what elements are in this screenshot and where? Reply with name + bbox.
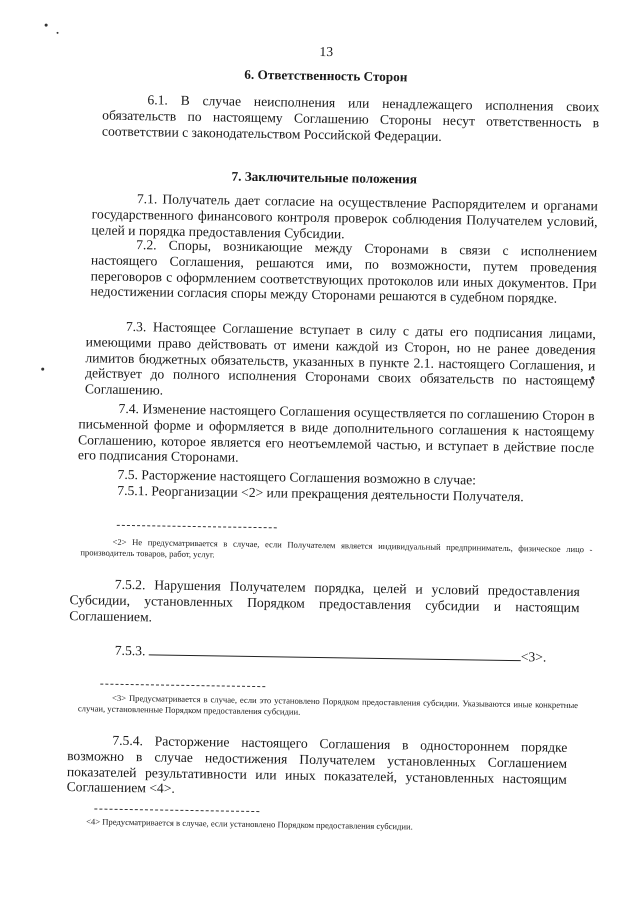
paragraph-7-1: 7.1. Получатель дает согласие на осуществление Распорядителем и органами государственного финансового контроля проверок соблюдения Получателем условий, целей и порядка предоставления Субсидии. <box>91 191 598 241</box>
paragraph-7-3: 7.3. Настоящее Соглашение вступает в силу с даты его подписания лицами, имеющими право действовать от имени каждой из Сторон, но не ранее доведения лимитов бюджетных обязательств, указанных в пункте 2.1. настоящего Соглашения, и действует до полного исполнения Сторонами своих обязательств по настоящему Соглашению. <box>84 318 596 398</box>
paragraph-7-5: 7.5. Расторжение настоящего Соглашения возможно в случае: <box>117 466 477 488</box>
paragraph-6-1: 6.1. В случае неисполнения или ненадлежащего исполнения своих обязательств по настоящему Соглашению Стороны несут ответственность в соответствии с законодательством Российской Федерации. <box>101 92 600 144</box>
footnote-separator <box>94 808 259 812</box>
blank-line <box>149 642 521 661</box>
footnote-3: <3> Предусматривается в случае, если это установлено Порядком предоставления субсидии. Указываются иные конкретные случаи, установленные Порядком предоставления субсидии. <box>77 692 579 717</box>
paragraph-7-5-3 <box>115 642 595 666</box>
footnote-2: <2> Не предусматривается в случае, если Получателем является индивидуальный предприниматель, физическое лицо - производитель товаров, работ, услуг. <box>80 536 593 560</box>
scan-speck <box>45 24 48 27</box>
paragraph-7-5-3-label: 7.5.3. <box>114 642 146 659</box>
scan-speck <box>57 32 59 34</box>
section-6-title: 6. Ответственность Сторон <box>244 66 408 85</box>
footnote-separator <box>100 684 265 688</box>
page-number: 13 <box>319 43 334 60</box>
paragraph-7-5-1: 7.5.1. Реорганизации <2> или прекращения деятельности Получателя. <box>117 482 524 505</box>
paragraph-7-4: 7.4. Изменение настоящего Соглашения осуществляется по соглашению Сторон в письменной форме и оформляется в виде дополнительного соглашения к настоящему Соглашению, которое является его неотъемлемой частью, и вступает в действие после его подписания Сторонами. <box>77 400 595 466</box>
scan-speck <box>41 368 44 371</box>
footnote-3-ref: <3>. <box>520 649 547 665</box>
paragraph-7-2: 7.2. Споры, возникающие между Сторонами в связи с исполнением настоящего Соглашения, решаются ими, по возможности, путем проведения переговоров с оформлением соответствующих протоколов или иных документов. При недостижении согласия споры между Сторонами решаются в судебном порядке. <box>90 237 598 307</box>
footnote-separator <box>117 525 277 529</box>
paragraph-7-5-2: 7.5.2. Нарушения Получателем порядка, целей и условий предоставления Субсидии, установленных Порядком предоставления субсидии и настоящим Соглашением. <box>69 576 580 624</box>
footnote-4: <4> Предусматривается в случае, если установлено Порядком предоставления субсидии. <box>86 816 413 832</box>
section-7-title: 7. Заключительные положения <box>231 168 418 187</box>
paragraph-7-5-4: 7.5.4. Расторжение настоящего Соглашения в одностороннем порядке возможно в случае недостижения Получателем установленных Соглашением показателей результативности или иных показателей, установленных настоящим Соглашением <4>. <box>66 732 568 797</box>
